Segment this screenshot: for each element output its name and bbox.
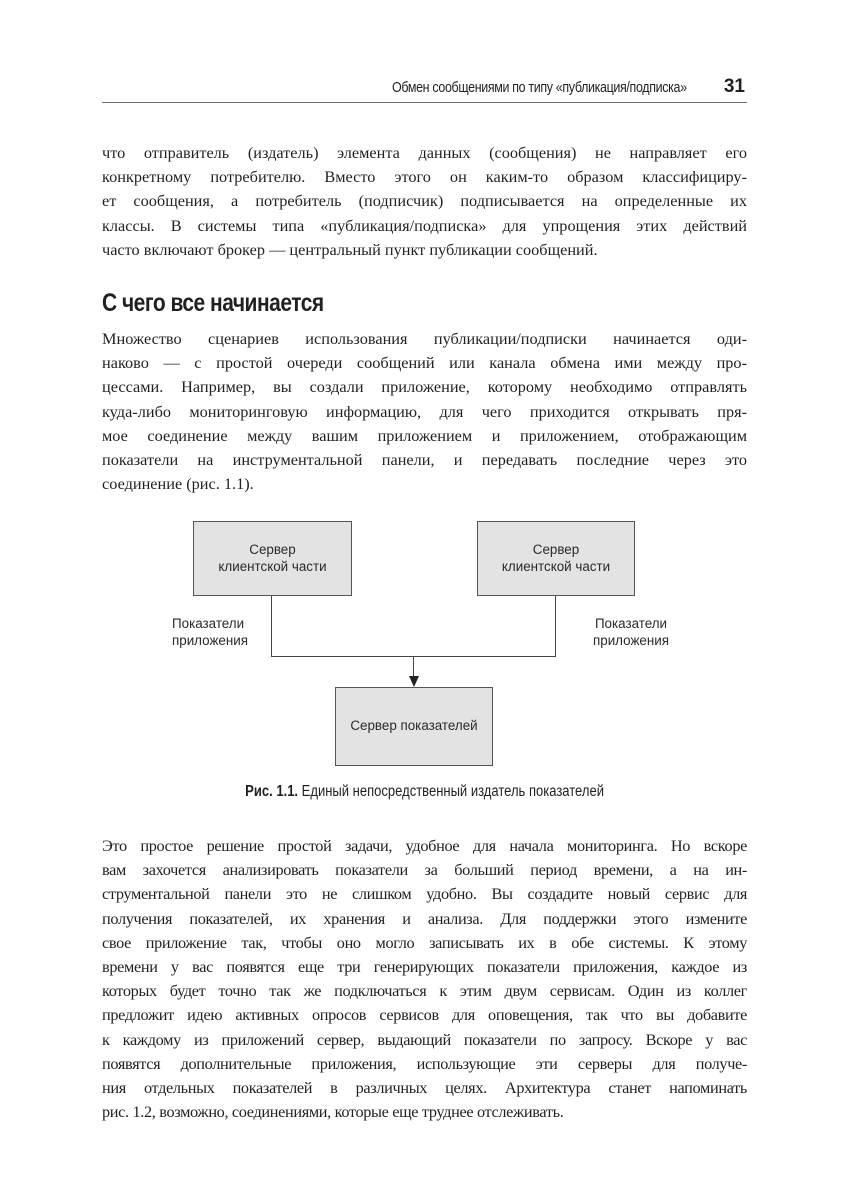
section-paragraph [102,327,747,496]
text-line: Множество сценариев использования публикации/подписки начинается оди- [102,329,747,348]
caption-text: Единый непосредственный издатель показателей [297,783,604,800]
frontend-server-box-left [193,521,352,596]
text-line: предложит идею активных опросов сервисов для оповещения, так что вы добавите [102,1005,747,1025]
intro-paragraph [102,141,747,262]
figure-caption [0,783,849,801]
label-line: Показатели [594,616,668,631]
box-label: клиентской части [218,558,327,574]
page-number: 31 [723,76,745,97]
text-line: мое соединение между вашим приложением и приложением, отображающим [102,425,747,445]
text-line: цессами. Например, вы создали приложение, которому необходимо отправлять [102,377,747,397]
text-line: наково — с простой очереди сообщений или канала обмена ими между про- [102,353,747,373]
metrics-server-box [335,687,493,766]
connector-line-right [555,596,556,657]
text-line: времени у вас появятся еще три генерирующих показатели приложения, каждое из [102,957,747,977]
text-line: куда-либо мониторинговую информацию, для чего приходится открывать пря- [102,401,747,421]
text-line: соединение (рис. 1.1). [102,474,254,494]
text-line: струментальной панели это не слишком удобно. Вы создадите новый сервис для [102,884,747,904]
caption-number: Рис. 1.1. [245,783,298,800]
text-line: показатели на инструментальной панели, и передавать последние через это [102,450,747,470]
text-line: свое приложение так, чтобы оно могло записывать их в обе системы. К этому [102,932,747,952]
text-line: которых будет точно так же подключаться к этим двум сервисам. Один из коллег [102,981,747,1001]
text-line: классы. В системы типа «публикация/подписка» для упрощения этих действий [102,215,747,235]
label-line: приложения [172,632,248,648]
box-label: клиентской части [501,558,611,574]
text-line: рис. 1.2, возможно, соединениями, которые еще труднее отслеживать. [102,1102,564,1122]
text-line: появятся дополнительные приложения, использующие эти серверы для получе- [102,1053,747,1073]
text-line: ния отдельных показателей в различных целях. Архитектура станет напоминать [102,1078,747,1098]
metrics-label-right [593,616,669,649]
text-line: вам захочется анализировать показатели за больший период времени, а на ин- [102,860,747,880]
section-heading: С чего все начинается [102,289,324,317]
text-line: конкретному потребителю. Вместо этого он каким-то образом классифициру- [102,167,747,187]
box-label: Сервер [532,542,580,557]
running-head-title: Обмен сообщениями по типу «публикация/подписка» [392,80,687,96]
frontend-server-box-right [477,521,635,596]
text-line: что отправитель (издатель) элемента данных (сообщения) не направляет его [102,143,747,162]
label-line: приложения [593,632,669,648]
box-label: Сервер показателей [350,718,478,734]
closing-paragraph [102,834,747,1124]
running-head [102,76,747,103]
arrow-down-icon [409,676,419,687]
connector-line-down [413,656,414,677]
box-label: Сервер [249,542,296,557]
text-line: к каждому из приложений сервер, выдающий показатели по запросу. Вскоре у вас [102,1029,747,1049]
text-line: Это простое решение простой задачи, удобное для начала мониторинга. Но вскоре [102,836,747,855]
connector-line-left [271,596,272,657]
label-line: Показатели [172,616,245,631]
metrics-label-left [172,616,248,649]
text-line: получения показателей, их хранения и анализа. Для поддержки этого измените [102,908,747,928]
text-line: ет сообщения, а потребитель (подписчик) подписывается на определенные их [102,191,747,211]
text-line: часто включают брокер — центральный пункт публикации сообщений. [102,239,598,259]
